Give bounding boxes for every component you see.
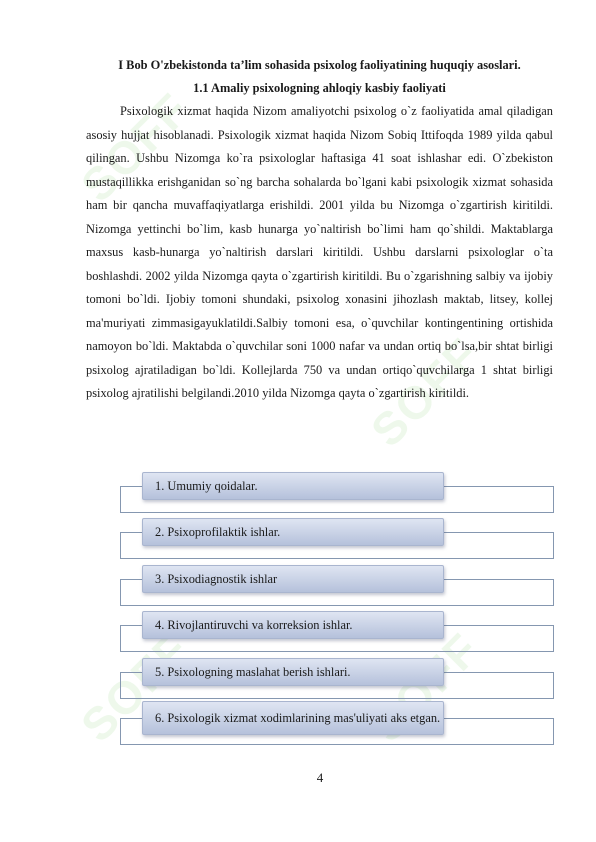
list-item: 1. Umumiy qoidalar.	[142, 472, 444, 500]
section-heading: 1.1 Amaliy psixologning ahloqiy kasbiy faoliyati	[193, 81, 446, 95]
list-item: 3. Psixodiagnostik ishlar	[142, 565, 444, 593]
watermark: SOFF	[360, 622, 490, 752]
watermark: SOFF	[70, 82, 200, 212]
document-content	[86, 56, 553, 406]
list-item: 2. Psixoprofilaktik ishlar.	[142, 518, 444, 546]
list-item: 5. Psixologning maslahat berish ishlari.	[142, 658, 444, 686]
watermark: SOFF	[360, 327, 490, 457]
list-item: 4. Rivojlantiruvchi va korreksion ishlar.	[142, 611, 444, 639]
body-paragraph: Psixologik xizmat haqida Nizom amaliyotchi psixolog o`z faoliyatida amal qiladigan asosiy hujjat hisoblanadi. Psixologik xizmat haqida Nizom Sobiq Ittifoqda 1989 yilda qabul qilingan. Ushbu Nizomga ko`ra psixologlar haftasiga 41 soat ishlashar edi. O`zbekiston mustaqillikka erishganidan so`ng barcha sohalarda bo`lgani kabi psixologik xizmat sohasida ham bir qancha muvaffaqiyatlarga erishildi. 2001 yilda bu Nizomga o`zgartirish kiritildi. Nizomga yettinchi bo`lim, kasb hunarga yo`naltirish bo`limi ham qo`shildi. Maktablarga maxsus kasb-hunarga yo`naltirish darslari kiritildi. Ushbu darslarni psixologlar o`ta boshlashdi. 2002 yilda Nizomga qayta o`zgartirish kiritildi. Bu o`zgarishning salbiy va ijobiy tomoni bo`ldi. Ijobiy tomoni shundaki, psixolog xonasini jihozlash maktab, litsey, kollej ma'muriyati zimmasigayuklatildi.Salbiy tomoni esa, o`quvchilar kontingentining ortishida namoyon bo`ldi. Maktabda o`quvchilar soni 1000 nafar va undan ortiq bo`lsa,bir shtat birligi psixolog ajratiladigan bo`ldi. Kollejlarda 750 va undan ortiqo`quvchilarga 1 shtat birligi psixolog ajratilishi belgilandi.2010 yilda Nizomga qayta o`zgartirish kiritildi.	[86, 104, 553, 400]
list-item: 6. Psixologik xizmat xodimlarining mas'uliyati aks etgan.	[142, 701, 444, 735]
chapter-heading: I Bob O'zbekistonda ta’lim sohasida psixolog faoliyatining huquqiy asoslari.	[118, 58, 521, 72]
watermark: SOFF	[70, 622, 200, 752]
page-number: 4	[316, 770, 324, 785]
